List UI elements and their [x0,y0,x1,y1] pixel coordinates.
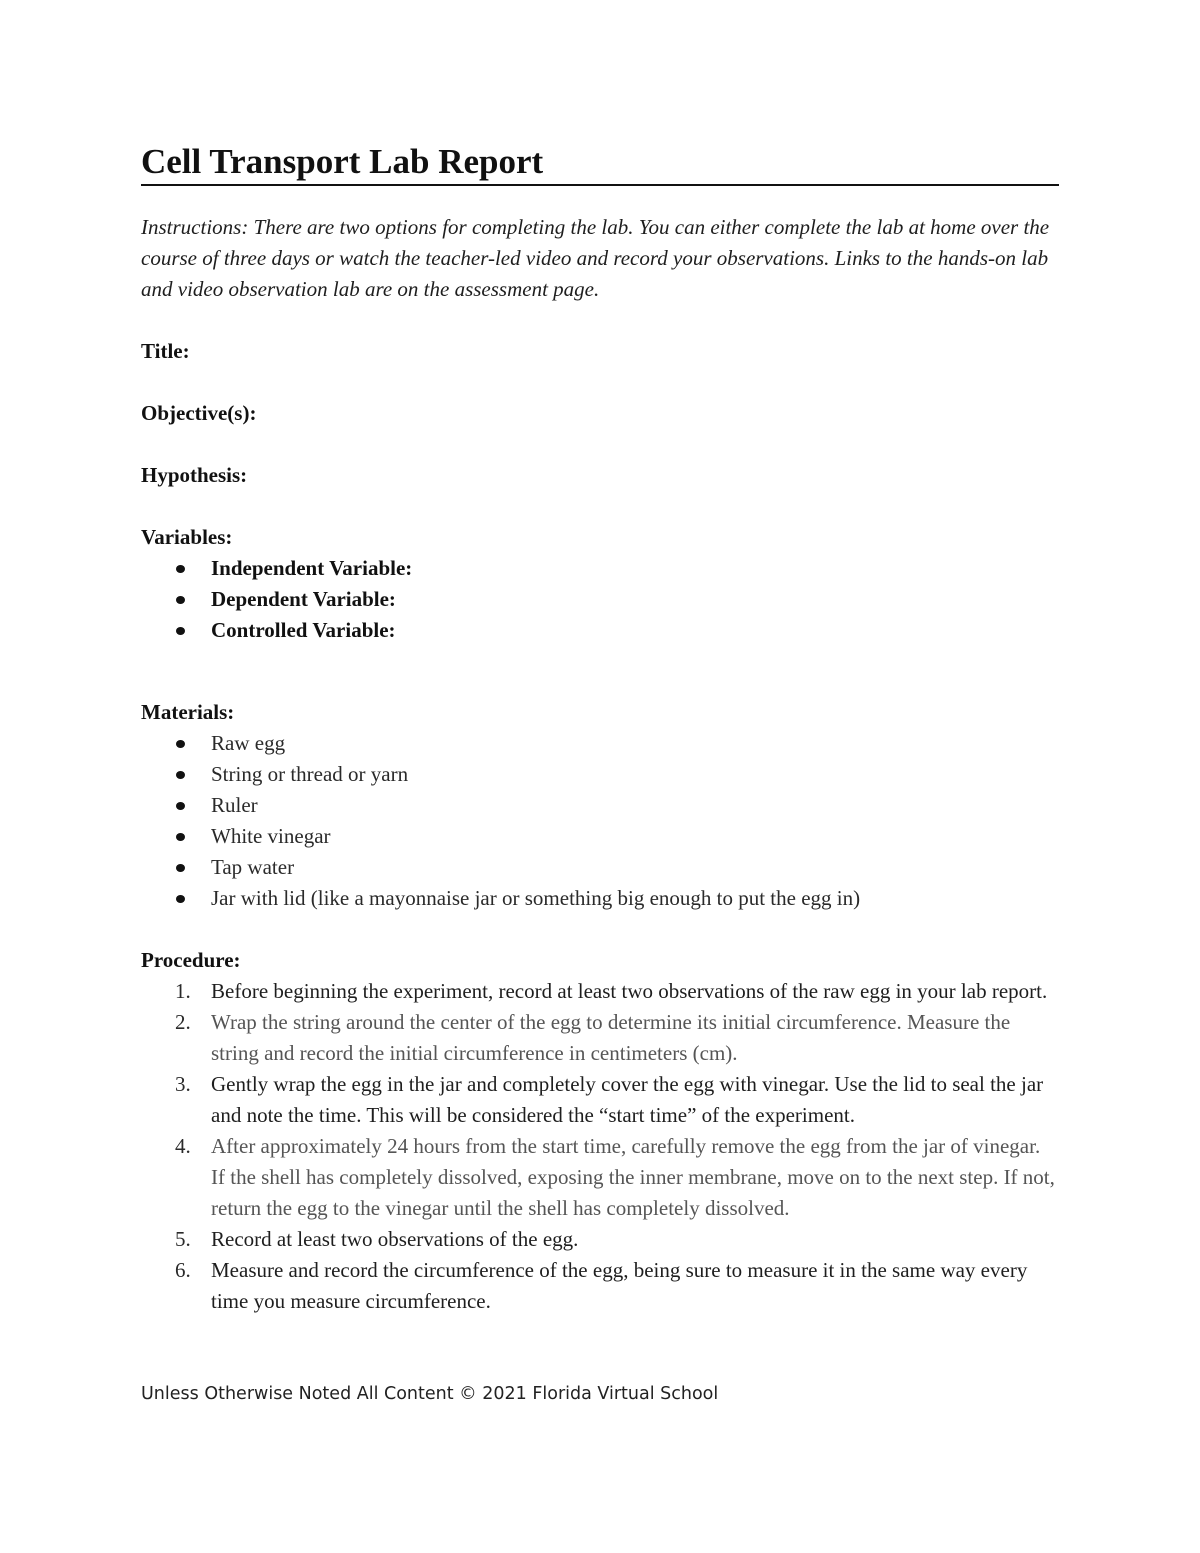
procedure-step [141,976,1059,1007]
material-text: Raw egg [211,731,286,755]
variable-label: Dependent Variable: [211,587,396,611]
bullet-icon [176,740,185,748]
list-item [141,790,1059,821]
copyright-footer: Unless Otherwise Noted All Content © 2021 Florida Virtual School [141,1384,719,1404]
procedure-field-label: Procedure: [141,948,241,972]
step-number: 3. [175,1072,191,1096]
step-text: Gently wrap the egg in the jar and completely cover the egg with vinegar. Use the lid to seal the jar and note the time. This will be considered the “start time” of the experiment. [211,1072,1044,1127]
bullet-icon [176,596,185,604]
variables-field-label: Variables: [141,525,233,549]
variables-list [141,553,1059,646]
objective-field-label: Objective(s): [141,401,257,425]
step-text: Wrap the string around the center of the egg to determine its initial circumference. Measure the string and record the initial circumference in centimeters (cm). [211,1010,1011,1065]
document-title: Cell Transport Lab Report [141,142,1059,186]
list-item [141,615,1059,646]
procedure-step [141,1069,1059,1131]
hypothesis-field-label: Hypothesis: [141,463,248,487]
procedure-list [141,976,1059,1317]
list-item [141,759,1059,790]
step-number: 6. [175,1258,191,1282]
list-item [141,821,1059,852]
material-text: String or thread or yarn [211,762,409,786]
procedure-step [141,1224,1059,1255]
materials-list [141,728,1059,914]
bullet-icon [176,771,185,779]
step-text: Before beginning the experiment, record at least two observations of the raw egg in your lab report. [211,979,1048,1003]
material-text: Ruler [211,793,258,817]
variable-label: Independent Variable: [211,556,413,580]
step-number: 5. [175,1227,191,1251]
list-item [141,883,1059,914]
bullet-icon [176,802,185,810]
bullet-icon [176,627,185,635]
variable-label: Controlled Variable: [211,618,396,642]
step-text: Record at least two observations of the egg. [211,1227,579,1251]
material-text: Jar with lid (like a mayonnaise jar or something big enough to put the egg in) [211,886,861,910]
list-item [141,728,1059,759]
procedure-step [141,1007,1059,1069]
bullet-icon [176,565,185,573]
step-number: 4. [175,1134,191,1158]
instructions-paragraph: Instructions: There are two options for completing the lab. You can either complete the lab at home over the course of three days or watch the teacher-led video and record your observations. Links to the hands-on lab and video observation lab are on the assessment page. [141,215,1050,301]
step-number: 2. [175,1010,191,1034]
procedure-step [141,1131,1059,1224]
materials-field-label: Materials: [141,700,235,724]
bullet-icon [176,895,185,903]
material-text: White vinegar [211,824,331,848]
procedure-step [141,1255,1059,1317]
list-item [141,852,1059,883]
material-text: Tap water [211,855,295,879]
step-text: After approximately 24 hours from the start time, carefully remove the egg from the jar of vinegar. If the shell has completely dissolved, exposing the inner membrane, move on to the next step. If not, return the egg to the vinegar until the shell has completely dissolved. [211,1134,1055,1220]
list-item [141,584,1059,615]
step-number: 1. [175,979,191,1003]
bullet-icon [176,864,185,872]
title-field-label: Title: [141,339,190,363]
step-text: Measure and record the circumference of the egg, being sure to measure it in the same way every time you measure circumference. [211,1258,1028,1313]
bullet-icon [176,833,185,841]
list-item [141,553,1059,584]
